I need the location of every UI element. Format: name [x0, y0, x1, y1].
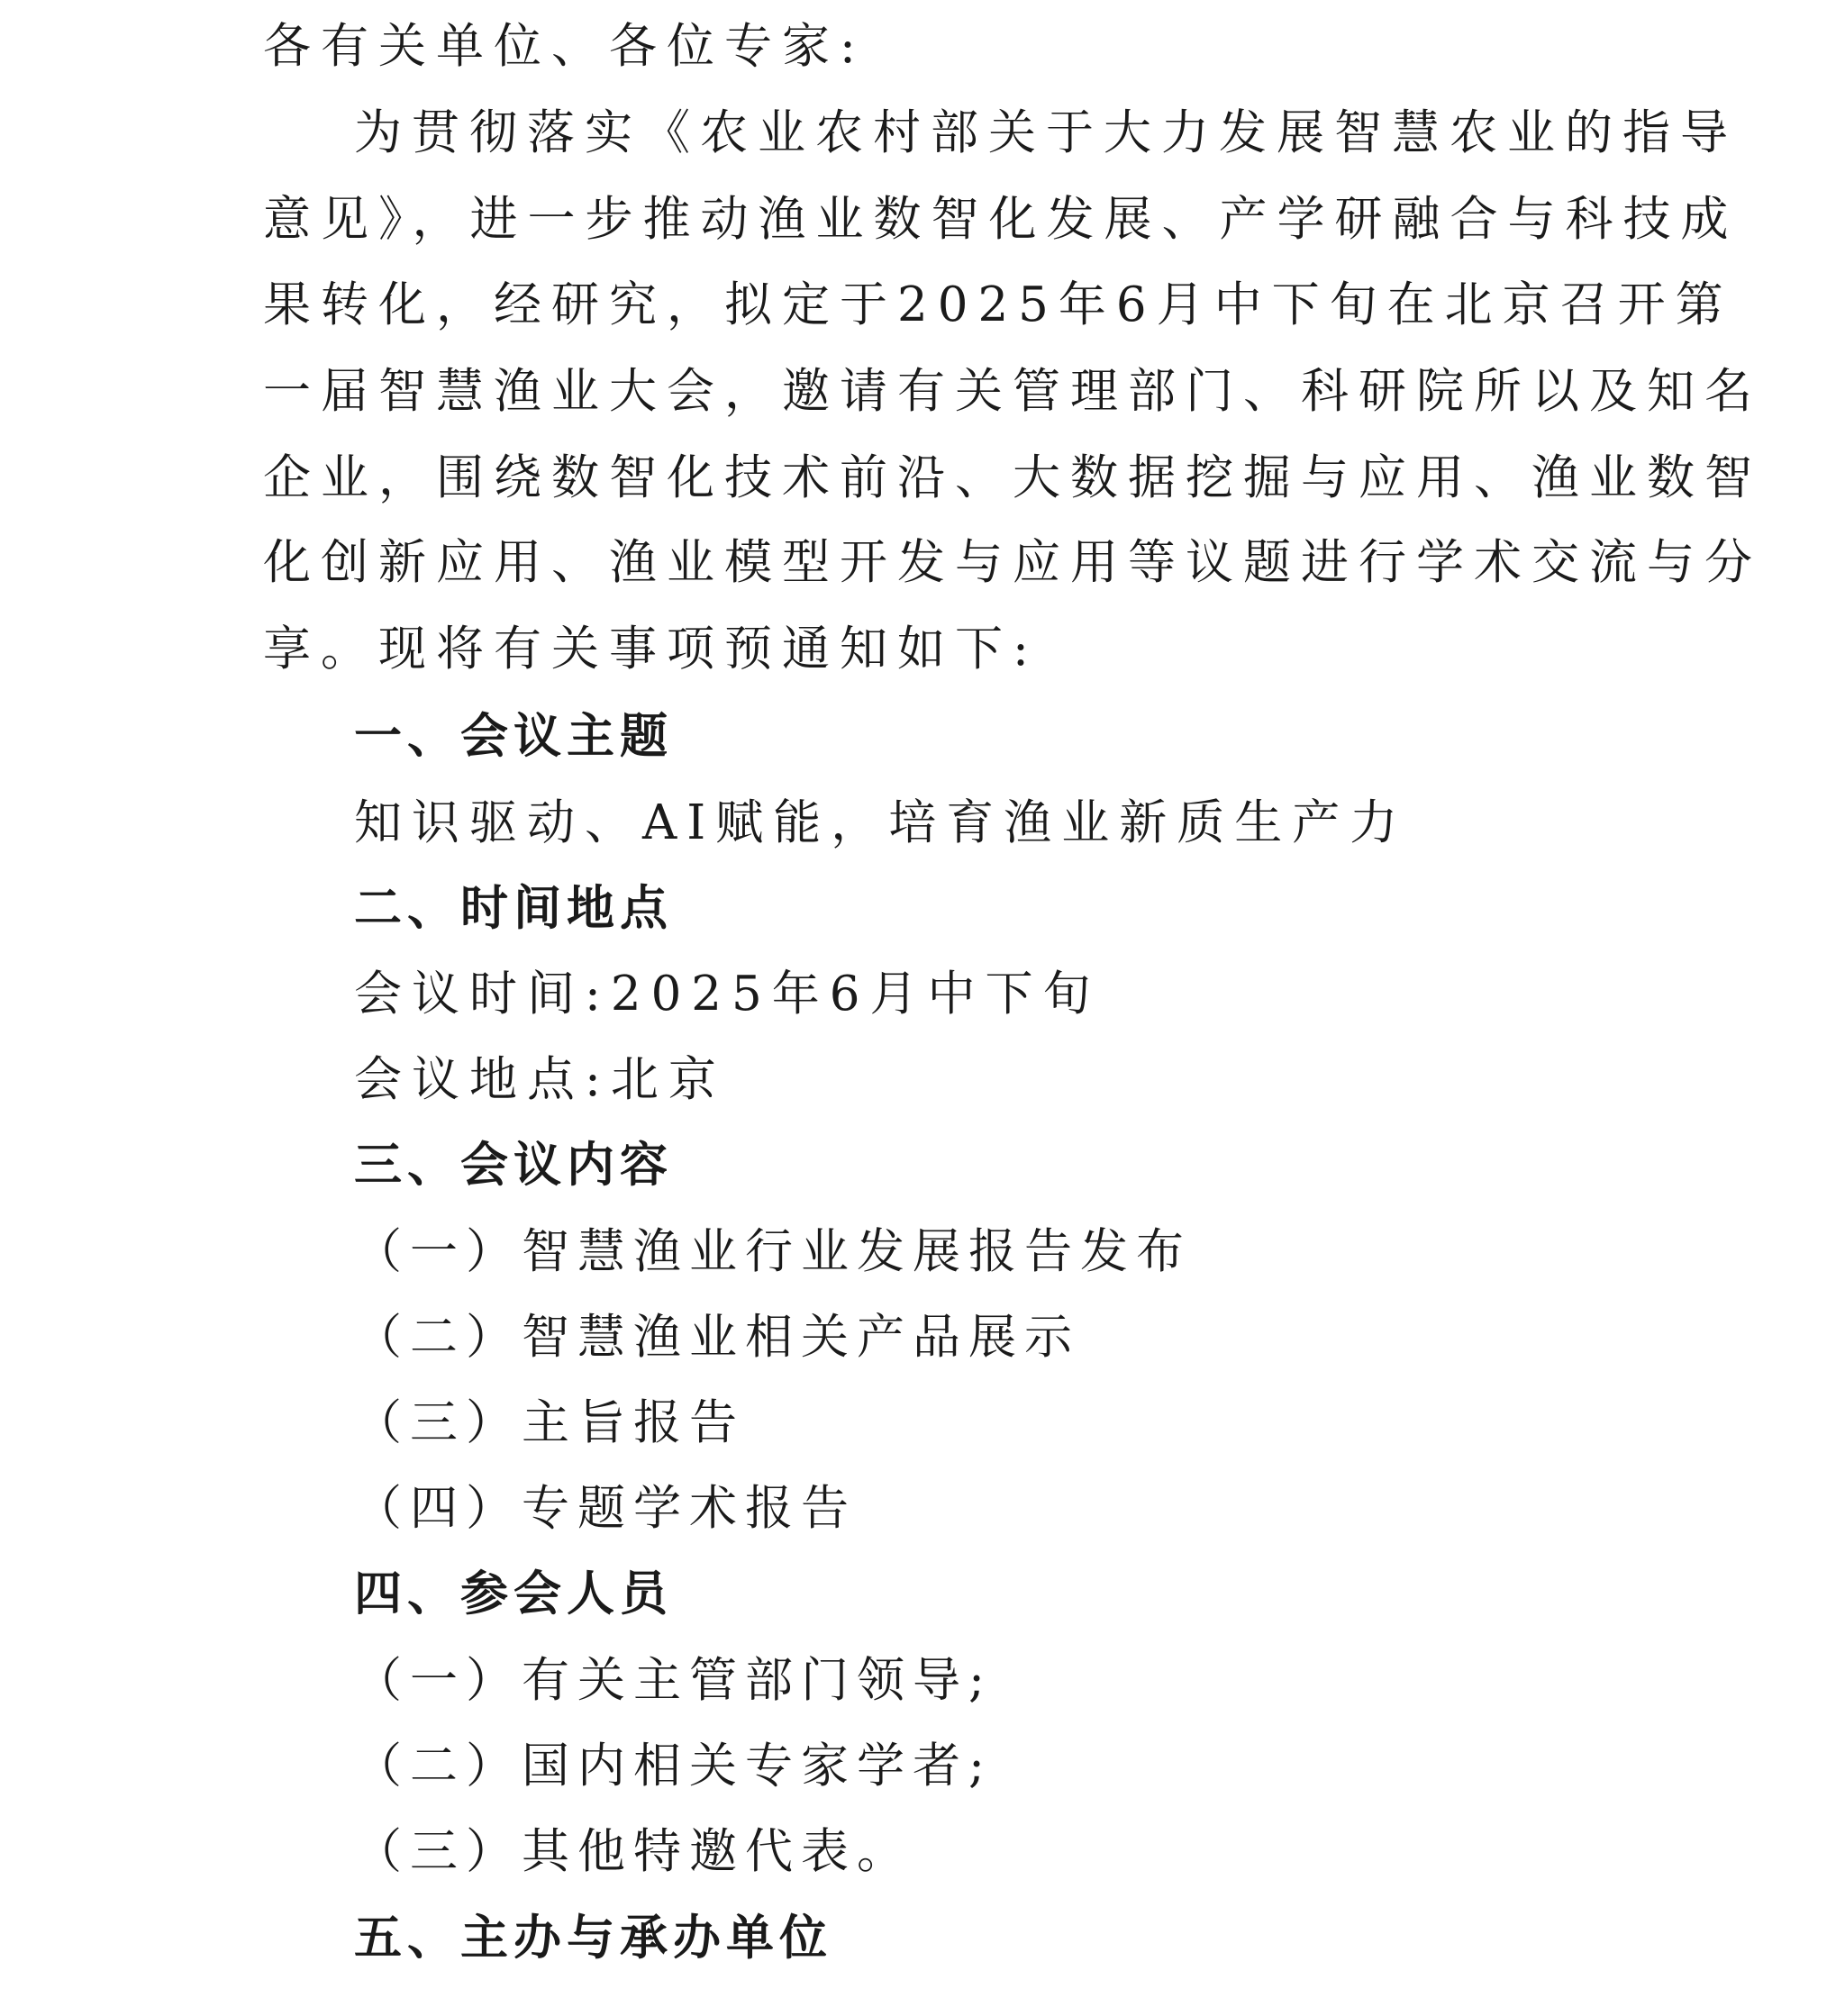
- intro-line-6: 化创新应用、渔业模型开发与应用等议题进行学术交流与分: [263, 535, 1762, 590]
- attendee-item: （三）其他特邀代表。: [354, 1824, 913, 1879]
- section-3-heading: 三、会议内容: [354, 1138, 673, 1193]
- meeting-place: 会议地点:北京: [354, 1052, 726, 1107]
- intro-line-3: 果转化，经研究，拟定于2025年6月中下旬在北京召开第: [263, 277, 1733, 332]
- section-2-heading: 二、时间地点: [354, 881, 673, 936]
- content-item: （一）智慧渔业行业发展报告发布: [354, 1224, 1192, 1279]
- section-5-heading: 五、主办与承办单位: [354, 1911, 832, 1966]
- intro-line-5: 企业，围绕数智化技术前沿、大数据挖掘与应用、渔业数智: [263, 450, 1762, 505]
- intro-line-4: 一届智慧渔业大会，邀请有关管理部门、科研院所以及知名: [263, 364, 1762, 419]
- meeting-time: 会议时间:2025年6月中下旬: [354, 967, 1101, 1022]
- attendee-item: （二）国内相关专家学者;: [354, 1739, 993, 1794]
- content-item: （二）智慧渔业相关产品展示: [354, 1310, 1080, 1365]
- section-1-heading: 一、会议主题: [354, 709, 673, 764]
- meeting-theme: 知识驱动、AI赋能，培育渔业新质生产力: [354, 795, 1408, 850]
- content-item: （四）专题学术报告: [354, 1481, 857, 1536]
- attendee-item: （一）有关主管部门领导;: [354, 1653, 993, 1708]
- intro-line-1: 为贯彻落实《农业农村部关于大力发展智慧农业的指导: [354, 105, 1738, 160]
- intro-line-7: 享。现将有关事项预通知如下:: [263, 622, 1039, 677]
- section-4-heading: 四、参会人员: [354, 1566, 673, 1621]
- content-item: （三）主旨报告: [354, 1395, 745, 1450]
- intro-line-2: 意见》，进一步推动渔业数智化发展、产学研融合与科技成: [263, 192, 1739, 247]
- salutation: 各有关单位、各位专家:: [263, 19, 866, 74]
